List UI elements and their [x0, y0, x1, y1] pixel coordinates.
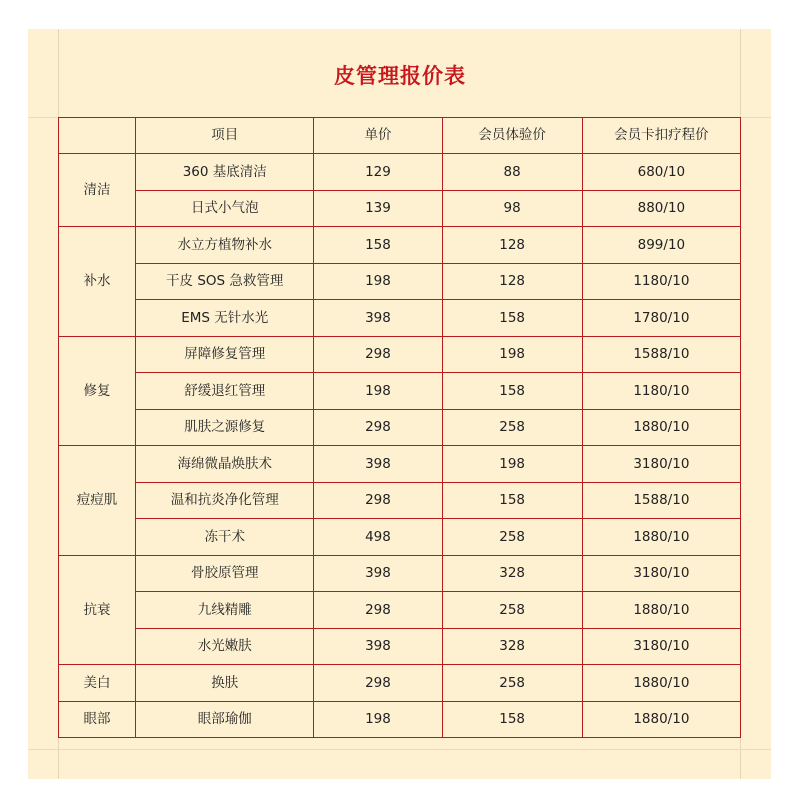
trial-price-cell: 128 — [442, 263, 582, 300]
table-row — [59, 190, 741, 227]
category-cell: 美白 — [59, 665, 136, 702]
table-row — [59, 701, 741, 738]
price-cell: 398 — [314, 300, 442, 337]
card-price-cell: 1180/10 — [582, 373, 740, 410]
item-cell: 肌肤之源修复 — [136, 409, 314, 446]
table-row — [59, 519, 741, 556]
table-row — [59, 263, 741, 300]
item-cell: 360 基底清洁 — [136, 154, 314, 191]
table-row — [59, 628, 741, 665]
trial-price-cell: 258 — [442, 519, 582, 556]
item-cell: 冻干术 — [136, 519, 314, 556]
item-cell: 屏障修复管理 — [136, 336, 314, 373]
trial-price-cell: 158 — [442, 482, 582, 519]
trial-price-cell: 258 — [442, 409, 582, 446]
trial-price-cell: 258 — [442, 665, 582, 702]
item-cell: 干皮 SOS 急救管理 — [136, 263, 314, 300]
trial-price-cell: 328 — [442, 628, 582, 665]
header-trial-price: 会员体验价 — [442, 118, 582, 154]
price-cell: 298 — [314, 409, 442, 446]
card-price-cell: 3180/10 — [582, 446, 740, 483]
table-row — [59, 592, 741, 629]
item-cell: 眼部瑜伽 — [136, 701, 314, 738]
card-price-cell: 1880/10 — [582, 409, 740, 446]
header-card-price: 会员卡扣疗程价 — [582, 118, 740, 154]
item-cell: 海绵微晶焕肤术 — [136, 446, 314, 483]
table-row — [59, 336, 741, 373]
trial-price-cell: 98 — [442, 190, 582, 227]
item-cell: 九线精雕 — [136, 592, 314, 629]
grid-line — [28, 749, 771, 750]
card-price-cell: 1880/10 — [582, 665, 740, 702]
trial-price-cell: 258 — [442, 592, 582, 629]
header-category — [59, 118, 136, 154]
table-row — [59, 300, 741, 337]
item-cell: EMS 无针水光 — [136, 300, 314, 337]
page-title: 皮管理报价表 — [334, 64, 466, 88]
card-price-cell: 1180/10 — [582, 263, 740, 300]
trial-price-cell: 128 — [442, 227, 582, 264]
item-cell: 水光嫩肤 — [136, 628, 314, 665]
price-cell: 298 — [314, 336, 442, 373]
card-price-cell: 880/10 — [582, 190, 740, 227]
trial-price-cell: 158 — [442, 300, 582, 337]
item-cell: 换肤 — [136, 665, 314, 702]
table-row — [59, 409, 741, 446]
price-cell: 198 — [314, 373, 442, 410]
table-row — [59, 555, 741, 592]
price-cell: 139 — [314, 190, 442, 227]
category-cell: 补水 — [59, 227, 136, 337]
price-cell: 398 — [314, 555, 442, 592]
trial-price-cell: 328 — [442, 555, 582, 592]
table-row — [59, 373, 741, 410]
price-cell: 129 — [314, 154, 442, 191]
card-price-cell: 1880/10 — [582, 592, 740, 629]
category-cell: 眼部 — [59, 701, 136, 738]
item-cell: 温和抗炎净化管理 — [136, 482, 314, 519]
category-cell: 修复 — [59, 336, 136, 446]
card-price-cell: 1880/10 — [582, 519, 740, 556]
trial-price-cell: 198 — [442, 336, 582, 373]
trial-price-cell: 198 — [442, 446, 582, 483]
card-price-cell: 680/10 — [582, 154, 740, 191]
price-cell: 398 — [314, 628, 442, 665]
card-price-cell: 1588/10 — [582, 336, 740, 373]
trial-price-cell: 158 — [442, 701, 582, 738]
table-body — [59, 154, 741, 738]
item-cell: 日式小气泡 — [136, 190, 314, 227]
category-cell: 清洁 — [59, 154, 136, 227]
trial-price-cell: 158 — [442, 373, 582, 410]
card-price-cell: 899/10 — [582, 227, 740, 264]
header-item: 项目 — [136, 118, 314, 154]
table-row — [59, 227, 741, 264]
card-price-cell: 3180/10 — [582, 628, 740, 665]
card-price-cell: 1588/10 — [582, 482, 740, 519]
price-cell: 498 — [314, 519, 442, 556]
table-row — [59, 482, 741, 519]
price-cell: 198 — [314, 701, 442, 738]
table-row — [59, 154, 741, 191]
header-row — [59, 118, 741, 154]
table-row — [59, 665, 741, 702]
card-price-cell: 1780/10 — [582, 300, 740, 337]
price-cell: 398 — [314, 446, 442, 483]
card-price-cell: 1880/10 — [582, 701, 740, 738]
price-cell: 298 — [314, 665, 442, 702]
category-cell: 痘痘肌 — [59, 446, 136, 556]
header-price: 单价 — [314, 118, 442, 154]
price-table — [58, 117, 741, 738]
item-cell: 水立方植物补水 — [136, 227, 314, 264]
item-cell: 骨胶原管理 — [136, 555, 314, 592]
price-cell: 298 — [314, 592, 442, 629]
price-cell: 198 — [314, 263, 442, 300]
category-cell: 抗衰 — [59, 555, 136, 665]
item-cell: 舒缓退红管理 — [136, 373, 314, 410]
table-row — [59, 446, 741, 483]
price-cell: 298 — [314, 482, 442, 519]
price-cell: 158 — [314, 227, 442, 264]
trial-price-cell: 88 — [442, 154, 582, 191]
card-price-cell: 3180/10 — [582, 555, 740, 592]
